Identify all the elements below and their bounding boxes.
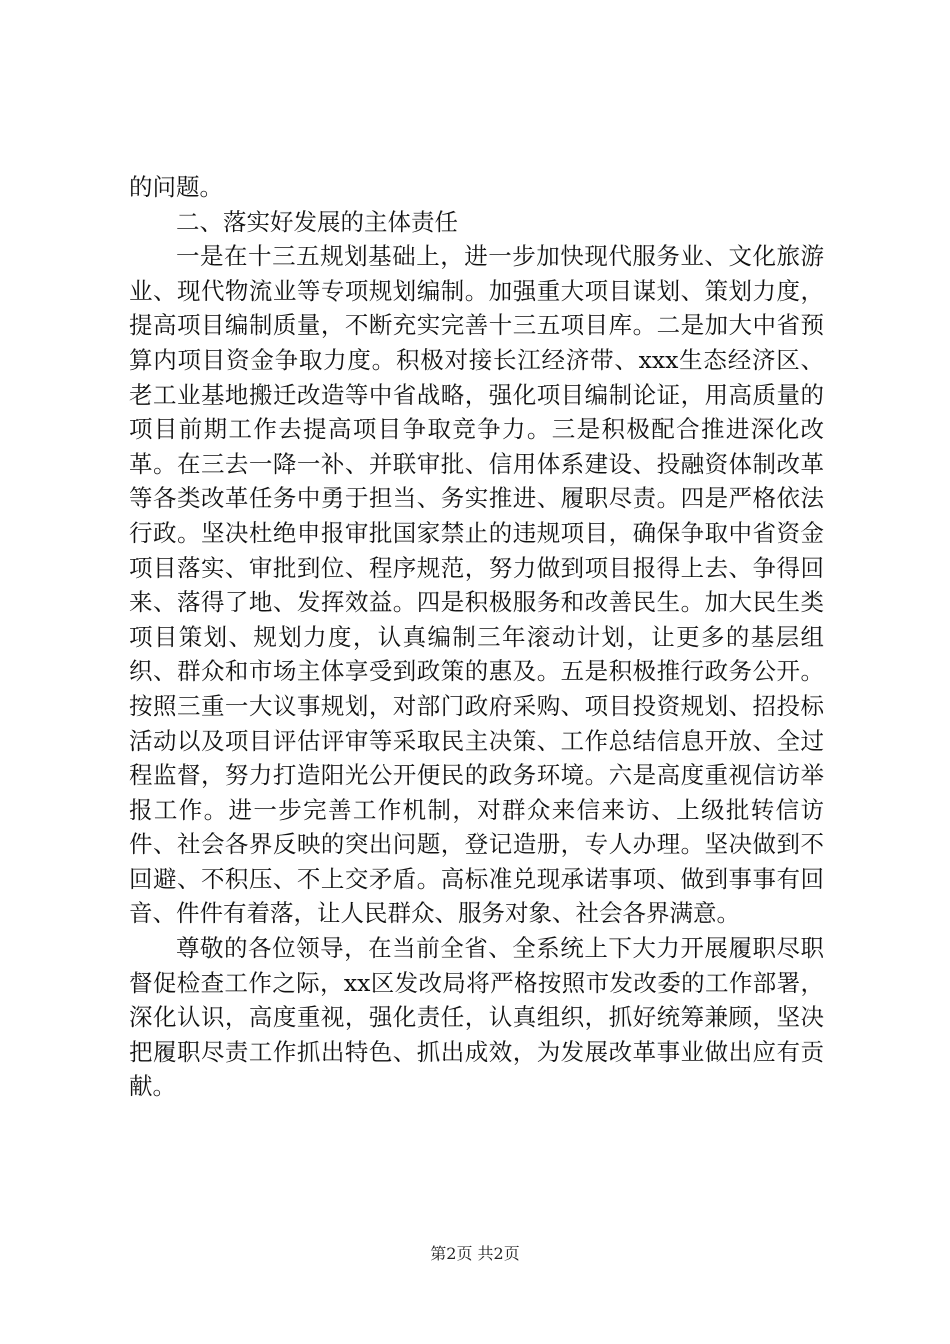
paragraph-body: 一是在十三五规划基础上，进一步加快现代服务业、文化旅游业、现代物流业等专项规划编制。加强重大项目谋划、策划力度，提高项目编制质量，不断充实完善十三五项目库。二是加大中省预算内项目资金争取力度。积极对接长江经济带、xxx生态经济区、老工业基地搬迁改造等中省战略，强化项目编制论证，用高质量的项目前期工作去提高项目争取竞争力。三是积极配合推进深化改革。在三去一降一补、并联审批、信用体系建设、投融资体制改革等各类改革任务中勇于担当、务实推进、履职尽责。四是严格依法行政。坚决杜绝申报审批国家禁止的违规项目，确保争取中省资金项目落实、审批到位、程序规范，努力做到项目报得上去、争得回来、落得了地、发挥效益。四是积极服务和改善民生。加大民生类项目策划、规划力度，认真编制三年滚动计划，让更多的基层组织、群众和市场主体享受到政策的惠及。五是积极推行政务公开。按照三重一大议事规划，对部门政府采购、项目投资规划、招投标活动以及项目评估评审等采取民主决策、工作总结信息开放、全过程监督，努力打造阳光公开便民的政务环境。六是高度重视信访举报工作。进一步完善工作机制，对群众来信来访、上级批转信访件、社会各界反映的突出问题，登记造册，专人办理。坚决做到不回避、不积压、不上交矛盾。高标准兑现承诺事项、做到事事有回音、件件有着落，让人民群众、服务对象、社会各界满意。 (129, 242, 824, 928)
paragraph-continuation: 的问题。 (129, 173, 223, 201)
document-body (129, 170, 824, 1104)
paragraph-closing: 尊敬的各位领导，在当前全省、全系统上下大力开展履职尽职督促检查工作之际，xx区发改局将严格按照市发改委的工作部署，深化认识，高度重视，强化责任，认真组织，抓好统筹兼顾，坚决把履职尽责工作抓出特色、抓出成效，为发展改革事业做出应有贡献。 (129, 934, 824, 1101)
page-footer: 第2页 共2页 (430, 1244, 520, 1263)
section-heading: 二、落实好发展的主体责任 (176, 207, 458, 236)
